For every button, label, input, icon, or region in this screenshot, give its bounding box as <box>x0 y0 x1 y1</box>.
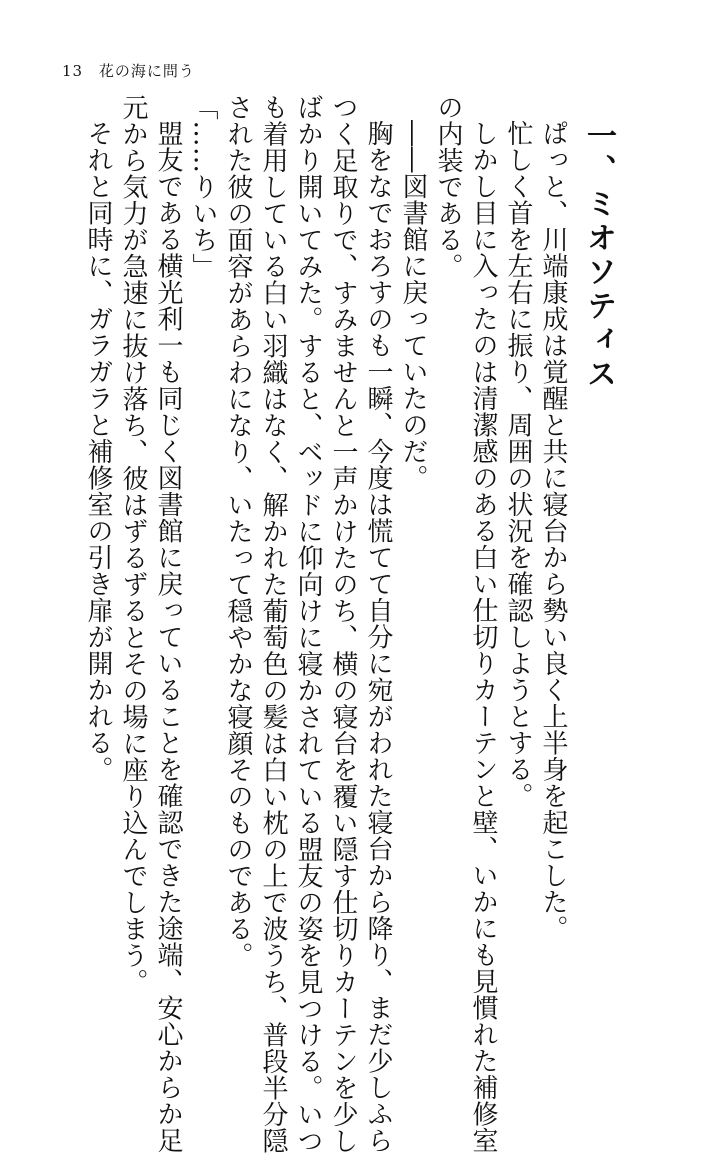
text-line: ――図書館に戻っていたのだ。 <box>398 120 428 491</box>
text-line: ばかり開いてみた。すると、ベッドに仰向けに寝かされている盟友の姿を見つける。いつ <box>293 94 323 1154</box>
text-line: された彼の面容があらわになり、いたって穏やかな寝顔そのものである。 <box>223 94 253 969</box>
running-title: 花の海に問う <box>98 62 195 80</box>
text-line: つく足取りで、すみませんと一声かけたのち、横の寝台を覆い隠す仕切りカーテンを少し <box>328 94 358 1154</box>
chapter-title: 一、ミオソティス <box>581 120 616 392</box>
page-number: 13 <box>62 62 84 80</box>
text-line: 忙しく首を左右に振り、周囲の状況を確認しようとする。 <box>503 120 533 809</box>
text-line: それと同時に、ガラガラと補修室の引き扉が開かれる。 <box>83 120 113 783</box>
text-line: ぱっと、川端康成は覚醒と共に寝台から勢い良く上半身を起こした。 <box>538 120 568 942</box>
text-line: 元から気力が急速に抜け落ち、彼はずるずるとその場に座り込んでしまう。 <box>118 94 148 995</box>
text-line: 胸をなでおろすのも一瞬、今度は慌てて自分に宛がわれた寝台から降り、まだ少しふら <box>363 120 393 1154</box>
text-line: 盟友である横光利一も同じく図書館に戻っていることを確認できた途端、安心からか足 <box>153 120 183 1154</box>
running-header <box>62 60 195 81</box>
text-line: 「……りいち」 <box>188 94 218 280</box>
text-line: も着用している白い羽織はなく、解かれた葡萄色の髪は白い枕の上で波うち、普段半分隠 <box>258 94 288 1154</box>
text-line: しかし目に入ったのは清潔感のある白い仕切りカーテンと壁、いかにも見慣れた補修室 <box>468 120 498 1154</box>
text-line: の内装である。 <box>433 94 463 280</box>
